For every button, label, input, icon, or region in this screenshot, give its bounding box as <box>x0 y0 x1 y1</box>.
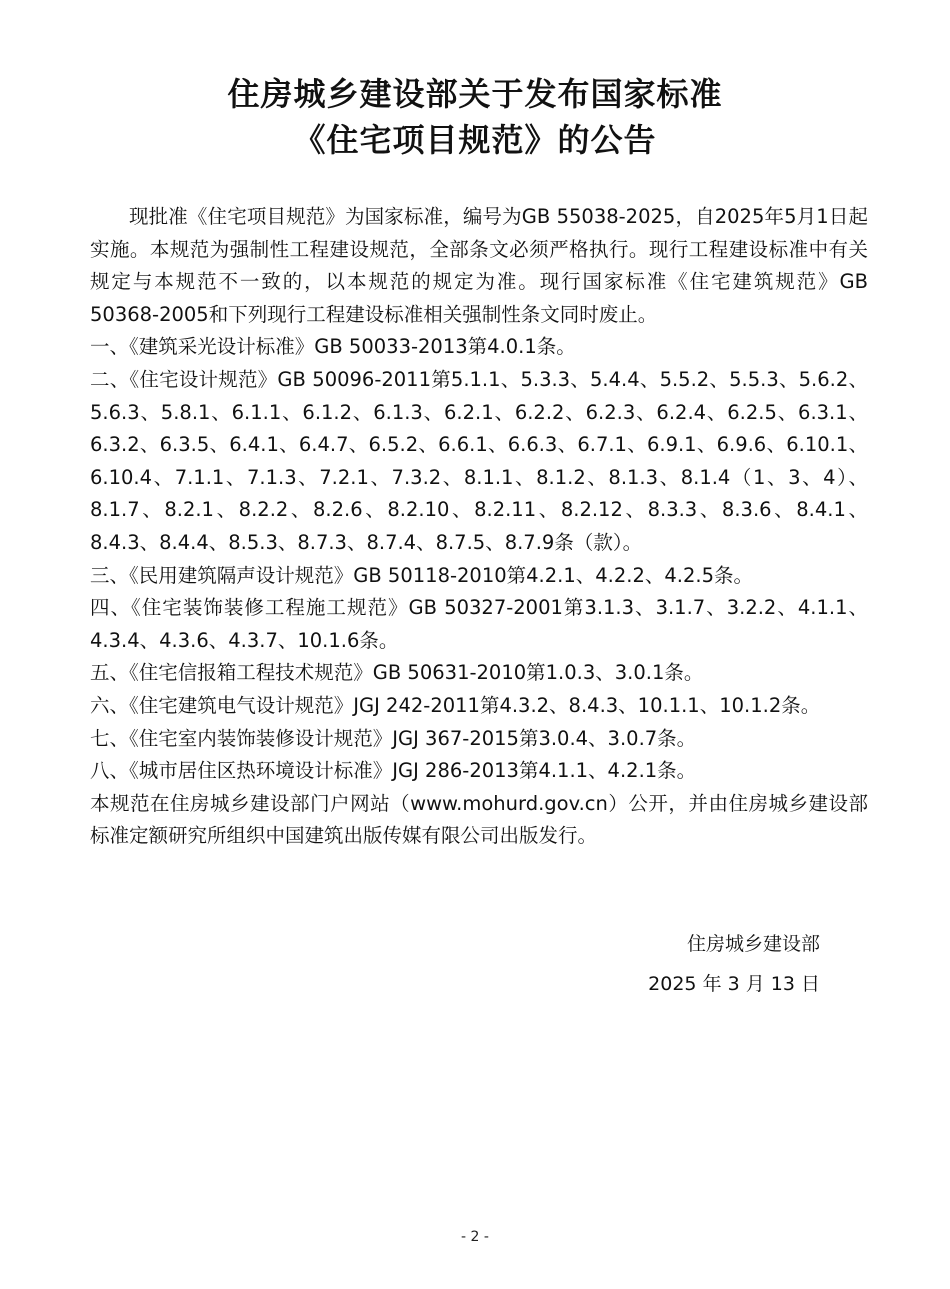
intro-paragraph: 现批准《住宅项目规范》为国家标准，编号为GB 55038-2025，自2025年5月1日起实施。本规范为强制性工程建设规范，全部条文必须严格执行。现行工程建设标准中有关规定与本规范不一致的，以本规范的规定为准。现行国家标准《住宅建筑规范》GB 50368-2005和下列现行工程建设标准相关强制性条文同时废止。 <box>90 205 868 326</box>
closing-paragraph: 本规范在住房城乡建设部门户网站（www.mohurd.gov.cn）公开，并由住房城乡建设部标准定额研究所组织中国建筑出版传媒有限公司出版发行。 <box>90 791 868 848</box>
list-item: 四、《住宅装饰装修工程施工规范》GB 50327-2001第3.1.3、3.1.7、3.2.2、4.1.1、4.3.4、4.3.6、4.3.7、10.1.6条。 <box>90 596 868 652</box>
list-item: 五、《住宅信报箱工程技术规范》GB 50631-2010第1.0.3、3.0.1条。 <box>90 661 704 685</box>
page-title-line-1: 住房城乡建设部关于发布国家标准 <box>227 75 723 113</box>
page-number: - 2 - <box>461 1229 489 1245</box>
list-item: 三、《民用建筑隔声设计规范》GB 50118-2010第4.2.1、4.2.2、4.2.5条。 <box>90 563 753 587</box>
page-title-line-2: 《住宅项目规范》的公告 <box>293 121 657 159</box>
list-item: 六、《住宅建筑电气设计规范》JGJ 242-2011第4.3.2、8.4.3、10.1.1、10.1.2条。 <box>90 693 821 717</box>
issuer-name: 住房城乡建设部 <box>686 933 820 955</box>
list-item: 七、《住宅室内装饰装修设计规范》JGJ 367-2015第3.0.4、3.0.7条。 <box>90 726 697 750</box>
issue-date: 2025 年 3 月 13 日 <box>648 973 820 995</box>
signature-block <box>648 924 820 1004</box>
list-item: 二、《住宅设计规范》GB 50096-2011第5.1.1、5.3.3、5.4.4、5.5.2、5.5.3、5.6.2、5.6.3、5.8.1、6.1.1、6.1.2、6.1.3、6.2.1、6.2.2、6.2.3、6.2.4、6.2.5、6.3.1、6.3.2、6.3.5、6.4.1、6.4.7、6.5.2、6.6.1、6.6.3、6.7.1、6.9.1、6.9.6、6.10.1、6.10.4、7.1.1、7.1.3、7.2.1、7.3.2、8.1.1、8.1.2、8.1.3、8.1.4（1、3、4）、8.1.7、8.2.1、8.2.2、8.2.6、8.2.10、8.2.11、8.2.12、8.3.3、8.3.6、8.4.1、8.4.3、8.4.4、8.5.3、8.7.3、8.7.4、8.7.5、8.7.9条（款）。 <box>90 367 868 554</box>
announcement-body <box>90 201 868 853</box>
list-item: 八、《城市居住区热环境设计标准》JGJ 286-2013第4.1.1、4.2.1条。 <box>90 759 697 783</box>
list-item: 一、《建筑采光设计标准》GB 50033-2013第4.0.1条。 <box>90 335 576 359</box>
